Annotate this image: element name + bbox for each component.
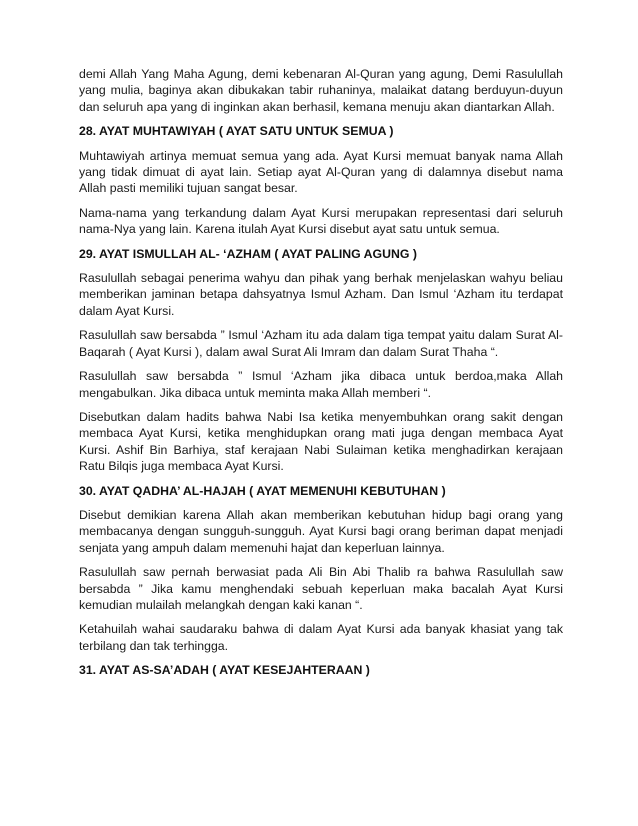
paragraph-khasiat: Ketahuilah wahai saudaraku bahwa di dalam Ayat Kursi ada banyak khasiat yang tak terbilang dan tak terhingga. [79,622,563,653]
paragraph-muhtawiyah-names: Nama-nama yang terkandung dalam Ayat Kursi merupakan representasi dari seluruh nama-Nya yang lain. Karena itulah Ayat Kursi disebut ayat satu untuk semua. [79,205,563,237]
paragraph-muhtawiyah-definition: Muhtawiyah artinya memuat semua yang ada. Ayat Kursi memuat banyak nama Allah yang tidak dimuat di ayat lain. Setiap ayat Al-Quran yang di dalamnya disebut nama Allah pasti memiliki tujuan sangat besar. [79,148,563,196]
section-heading-28: 28. AYAT MUHTAWIYAH ( AYAT SATU UNTUK SEMUA ) [79,124,394,139]
paragraph-ismul-azham-three-places: Rasulullah saw bersabda ” Ismul ‘Azham itu ada dalam tiga tempat yaitu dalam Surat Al-Baqarah ( Ayat Kursi ), dalam awal Surat Ali Imram dan dalam Surat Thaha “. [79,328,563,359]
paragraph-qadha-hajah-explanation: Disebut demikian karena Allah akan memberikan kebutuhan hidup bagi orang yang membacanya dengan sungguh-sungguh. Ayat Kursi bagi orang beriman dapat menjadi senjata yang ampuh dalam memenuhi hajat dan keperluan lainnya. [79,507,563,555]
document-page [79,66,563,687]
section-heading-29: 29. AYAT ISMULLAH AL- ‘AZHAM ( AYAT PALING AGUNG ) [79,246,417,261]
paragraph-wasiat-ali: Rasulullah saw pernah berwasiat pada Ali Bin Abi Thalib ra bahwa Rasulullah saw bersabda ” Jika kamu menghendaki sebuah keperluan maka bacalah Ayat Kursi kemudian mulailah melangkah dengan kaki kanan “. [79,565,563,612]
paragraph-ismul-azham-guarantee: Rasulullah sebagai penerima wahyu dan pihak yang berhak menjelaskan wahyu beliau memberikan jaminan betapa dahsyatnya Ismul Azham. Dan Ismul ‘Azham itu terdapat dalam Ayat Kursi. [79,271,563,318]
paragraph-nabi-isa-hadith: Disebutkan dalam hadits bahwa Nabi Isa ketika menyembuhkan orang sakit dengan membaca Ayat Kursi, ketika menghidupkan orang mati juga dengan membaca Ayat Kursi. Ashif Bin Barhiya, staf kerajaan Nabi Sulaiman ketika menghadirkan kerajaan Ratu Bilqis juga membaca Ayat Kursi. [79,409,563,474]
section-heading-30: 30. AYAT QADHA’ AL-HAJAH ( AYAT MEMENUHI KEBUTUHAN ) [79,483,446,498]
paragraph-ismul-azham-prayer: Rasulullah saw bersabda ” Ismul ‘Azham jika dibaca untuk berdoa,maka Allah mengabulkan. Jika dibaca untuk meminta maka Allah memberi “. [79,369,563,400]
section-heading-31: 31. AYAT AS-SA’ADAH ( AYAT KESEJAHTERAAN ) [79,663,370,678]
paragraph-intro-continuation: demi Allah Yang Maha Agung, demi kebenaran Al-Quran yang agung, Demi Rasulullah yang mulia, baginya akan dibukakan tabir ruhaninya, malaikat datang berduyun-duyun dan seluruh apa yang di inginkan akan berhasil, kemana menuju akan diantarkan Allah. [79,67,563,114]
